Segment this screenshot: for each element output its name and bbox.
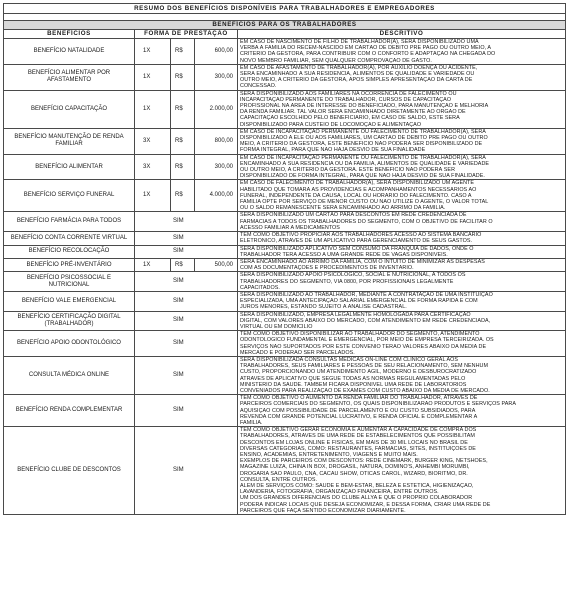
description-line: PARCEIROS COMERCIAIS DO SEGMENTO, OS QUAIS DISPONIBILIZARÃO PRODUTOS E SERVIÇOS PARA [240,401,516,408]
description-line: TRABALHADORES, ATRAVÉS DE UMA REDE DE ESTABELECIMENTOS QUE POSSIBILITAM [240,433,475,440]
description-line: EM CASO DE NASCIMENTO DE FILHO DE TRABALHADOR(A), SERÁ DISPONIBILIZADO UMA [240,39,479,45]
description-line: TEM COMO OBJETIVO PROPICIAR AOS TRABALHADORES ACESSO AO SISTEMA BANCÁRIO [240,232,482,239]
description-line: ELETRÔNICO, ATRAVÉS DE UM APLICATIVO PARA GERENCIAMENTO DE SEUS GASTOS. [240,238,473,245]
description-line: CAPACITADOS. [240,284,280,291]
description-line: DISPONIBILIZADO PARA CUSTEIO DE LOCOMOÇÃO E ALIMENTAÇÃO [240,121,422,128]
description-line: FORMA INTEGRAL, PARA QUE NÃO HAJA DESVIO DE SUA FINALIDADE [240,147,426,154]
benefit-description [238,356,566,394]
description-line: TEM COMO OBJETIVO O AUMENTO DA RENDA FAMILIAR DO TRABALHADOR, ATRAVÉS DE [240,395,478,402]
benefit-frequency: 3X [135,128,171,154]
description-line: DROGARIA SÃO PAULO, CNA, CACAU SHOW, ÓTICAS CAROL, WIZARD, BIORITMO, DR. [240,470,468,477]
description-line: MAGAZINE LUIZA, CHINA IN BOX, DROGASIL, NATURA, DOMINO'S, ANHEMBI MORUMBI, [240,464,470,471]
description-line: ODONTOLÓGICO FUNDAMENTAL E EMERGENCIAL, POR MEIO DE EMPRESA TERCEIRIZADA. OS [240,337,494,344]
description-line: ENCAMINHADO À SUA RESIDÊNCIA OU DA FAMÍLIA, ALIMENTOS DE QUALIDADE E VARIEDADE [240,160,490,167]
description-line: PROFISSIONAL NA ÁREA DE INTERESSE DO BENEFICIADO, PARA MANUTENÇÃO E MELHORIA [240,103,489,110]
description-line: FAMÍLIA OPTE POR SERVIÇO DE MENOR CUSTO OU NÃO UTILIZE O AGENTE, O VALOR TOTAL [240,199,489,206]
benefit-description [238,154,566,180]
description-line: NOVO MEMBRO FAMILIAR, SEM QUALQUER COMPROVAÇÃO DE GASTO. [240,57,432,64]
description-line: AQUISIÇÃO COM POSSIBILIDADE DE PARCELAMENTO E OU CUSTO SUBSIDIADOS, PARA [240,407,476,414]
benefit-description [238,245,566,258]
description-line: COM AS DOCUMENTAÇÕES E PROCEDIMENTOS DE INVENTÁRIO. [240,265,414,272]
description-line: INCAPACITAÇÃO PERMANENTE DO TRABALHADOR, CURSOS DE CAPACITAÇÃO [240,96,452,103]
benefit-availability: SIM [135,272,238,292]
description-line: MEIO, A CRITÉRIO DA GESTORA, ESTE BENEFÍCIO NÃO PODERÁ SER DISPONIBILIZADO DE [240,141,483,148]
benefit-name: BENEFÍCIO ALIMENTAR POR AFASTAMENTO [4,64,135,90]
table-row [4,427,566,515]
description-line: VERBA À FAMÍLIA DO RECÉM-NASCIDO EM CARTÃO DE DÉBITO PRÉ PAGO OU OUTRO MEIO, A [240,45,492,52]
benefit-frequency: 1X [135,180,171,212]
table-row [4,291,566,311]
benefit-frequency: 1X [135,64,171,90]
description-line: OU O SALDO REMANESCENTE SERÁ ENCAMINHADO AO ARRIMO DA FAMÍLIA. [240,205,446,212]
description-line: TEM COMO OBJETIVO DISPONIBILIZAR AO TRABALHADOR DO SEGMENTO, ATENDIMENTO [240,331,480,338]
benefit-frequency: 1X [135,258,171,271]
benefit-name: BENEFÍCIO MANUTENÇÃO DE RENDA FAMILIAR [4,128,135,154]
description-line: PARCEIROS QUE FAÇA SENTIDO ECONOMIZAR DIARIAMENTE. [240,507,406,514]
benefit-description [238,291,566,311]
benefit-description [238,272,566,292]
description-line: REVENDA COM GRANDE POTENCIAL LUCRATIVO, E RENDA OFICIAL E COMPLEMENTAR A [240,413,478,420]
benefit-description [238,212,566,232]
description-line: SERÁ DISPONIBILIZADO AOS FAMILIARES NA OCORRÊNCIA DE FALECIMENTO OU [240,90,457,97]
table-row [4,154,566,180]
benefit-value: 800,00 [195,128,238,154]
description-line: SERÁ DISPONIBILIZADO, EMPRESA LEGALMENTE HOMOLOGADA PARA CERTIFICAÇÃO [240,311,471,318]
column-header-beneficios: BENEFÍCIOS [4,30,135,39]
table-row [4,90,566,128]
table-row [4,128,566,154]
description-line: TRABALHADORES DO SEGMENTO, VIA 0800, POR PROFISSIONAIS LEGALMENTE [240,278,454,285]
table-row [4,39,566,65]
benefit-name: BENEFÍCIO RENDA COMPLEMENTAR [4,395,135,427]
description-line: DISPONIBILIZADO A ELE OU AOS FAMILIARES, UM CARTÃO DE DÉBITO PRÉ PAGO OU OUTRO [240,135,488,142]
description-line: EM CASO DE FALECIMENTO DE TRABALHADOR(A), SERÁ DISPONIBILIZADO UM AGENTE [240,180,475,187]
benefit-name: BENEFÍCIO CONTA CORRENTE VIRTUAL [4,232,135,245]
description-line: CONCESSÃO. [240,83,277,90]
table-row [4,232,566,245]
benefit-availability: SIM [135,232,238,245]
benefit-description [238,331,566,357]
benefit-currency: R$ [171,180,195,212]
benefit-name: BENEFÍCIO PSICOSSOCIAL E NUTRICIONAL [4,272,135,292]
benefit-value: 600,00 [195,39,238,65]
benefit-description [238,128,566,154]
table-row [4,311,566,331]
table-row [4,64,566,90]
benefit-name: BENEFÍCIO SERVIÇO FUNERAL [4,180,135,212]
benefit-currency: R$ [171,64,195,90]
benefit-availability: SIM [135,331,238,357]
description-line: CRITÉRIO DA GESTORA, PARA CONTRIBUIR COM O CONFORTO E ADAPTAÇÃO NA CHEGADA DO [240,51,496,58]
description-line: MINISTÉRIO DA SAÚDE. TAMBÉM FICARÁ DISPONÍVEL UMA REDE DE LABORATÓRIOS [240,381,467,388]
benefit-availability: SIM [135,356,238,394]
benefit-currency: R$ [171,154,195,180]
benefit-availability: SIM [135,291,238,311]
description-line: DA RENDA FAMILIAR. TAL VALOR SERÁ ENCAMINHADO DIRETAMENTE AO ÓRGÃO DE [240,109,466,116]
benefit-name: BENEFÍCIO VALE EMERGENCIAL [4,291,135,311]
description-line: TRABALHADORES, SEUS FAMILIARES E PESSOAS DE SEU RELACIONAMENTO, SEM NENHUM [240,363,489,370]
benefit-value: 2.000,00 [195,90,238,128]
benefit-name: BENEFÍCIO APOIO ODONTOLÓGICO [4,331,135,357]
description-line: LAVANDERIA, FOTOGRAFIA, ORGANIZAÇÃO FINANCEIRA, ENTRE OUTROS. [240,489,439,496]
benefit-description [238,180,566,212]
benefit-name: BENEFÍCIO ALIMENTAR [4,154,135,180]
benefits-document [3,3,565,515]
table-row [4,212,566,232]
description-line: EM CASO DE INCAPACITAÇÃO PERMANENTE OU FALECIMENTO DE TRABALHADOR(A), SERÁ [240,128,486,135]
spacer-row [4,14,566,21]
description-line: TEM COMO OBJETIVO GERAR ECONOMIA E AUMENTAR A CAPACIDADE DE COMPRA DOS [240,427,477,434]
benefit-value: 500,00 [195,258,238,271]
section-title: BENEFÍCIOS PARA OS TRABALHADORES [4,21,566,30]
column-header-forma-prestacao: FORMA DE PRESTAÇÃO [135,30,238,39]
description-line: SERÁ DISPONIBILIZADO UM CARTÃO PARA DESCONTOS EM REDE CREDENCIADA DE [240,212,467,219]
description-line: DESCONTOS EM LOJAS ONLINE E FÍSICAS, EM MAIS DE 30 MIL LOCAIS NO BRASIL DE [240,439,468,446]
description-line: ACESSO FAMILIAR A MEDICAMENTOS [240,224,340,231]
description-line: SERÁ ENCAMINHADO À SUA RESIDÊNCIA, ALIMENTOS DE QUALIDADE E VARIEDADE OU [240,71,475,78]
benefit-name: BENEFÍCIO CLUBE DE DESCONTOS [4,427,135,515]
description-line: OUTRO MEIO, A CRITÉRIO DA GESTORA, APÓS SIMPLES APRESENTAÇÃO DA CARTA DE [240,77,473,84]
description-line: DIGITAL, COM VALORES ABAIXO DO MERCADO, COM ATENDIMENTO EM REDE CREDENCIADA, [240,317,491,324]
benefit-availability: SIM [135,311,238,331]
benefit-frequency: 1X [135,39,171,65]
description-line: ALÉM DE SERVIÇOS COMO: SAÚDE E BEM-ESTAR, BELEZA E ESTÉTICA, HIGIENIZAÇÃO, [240,483,474,490]
description-line: ENSINO, ACADEMIAS, ENTRETENIMENTO, VIAGENS E MUITO MAIS. [240,452,418,458]
description-line: SERVIÇOS NÃO SUPORTADOS POR ESTE CONVÊNIO TERÃO VALORES ABAIXO DA MÉDIA DE [240,343,487,350]
benefit-description [238,232,566,245]
column-header-descritivo: DESCRITIVO [238,30,566,39]
description-line: DIVERSAS CATEGORIAS, COMO: RESTAURANTES, FARMÁCIAS, SITES, INSTITUIÇÕES DE [240,445,476,452]
description-line: EXEMPLOS DE PARCEIROS COM DESCONTOS: REDE CINEMARK, BURGER KING, NETSHOES, [240,458,488,465]
description-line: MERCADO E PODERÃO SER PARCELADOS. [240,349,355,356]
benefit-value: 300,00 [195,154,238,180]
description-line: EM CASO DE INCAPACITAÇÃO PERMANENTE OU FALECIMENTO DE TRABALHADOR(A), SERÁ [240,154,486,161]
benefit-currency: R$ [171,90,195,128]
description-line: DISPONIBILIZADO DE FORMA INTEGRAL, PARA QUE NÃO HAJA DESVIO DE SUA FINALIDADE. [240,173,485,180]
description-line: TRABALHADOR TERÁ ACESSO A UMA GRANDE REDE DE VAGAS DISPONÍVEIS. [240,251,448,258]
benefit-availability: SIM [135,427,238,515]
description-line: JUROS MENORES, ESTANDO SUJEITO À ANÁLISE CADASTRAL. [240,304,407,311]
description-line: FARMÁCIAS A TODOS OS TRABALHADORES DO SEGMENTO, COM O OBJETIVO DE FACILITAR O [240,218,493,225]
description-line: CONVENIADOS PARA REALIZAÇÃO DE EXAMES COM CUSTO ABAIXO DA MÉDIA DE MERCADO. [240,387,490,394]
benefit-description [238,64,566,90]
description-line: CUSTO, PROPORCIONANDO UM ATENDIMENTO ÁGIL, MODERNO E DESBUROCRATIZADO [240,369,477,376]
description-line: EM CASO DE AFASTAMENTO DE TRABALHADOR(A), POR AUXÍLIO DOENÇA OU ACIDENTE, [240,64,478,71]
benefit-frequency: 3X [135,154,171,180]
benefit-currency: R$ [171,128,195,154]
benefit-frequency: 1X [135,90,171,128]
description-line: SERÁ ENCAMINHADO AO ARRIMO DA FAMÍLIA, COM O INTUITO DE MINIMIZAR AS DESPESAS [240,258,485,265]
description-line: OU OUTRO MEIO, A CRITÉRIO DA GESTORA. ESTE BENEFÍCIO NÃO PODERÁ SER [240,167,456,174]
benefit-value: 4.000,00 [195,180,238,212]
table-row [4,272,566,292]
description-line: VIRTUAL OU EM DOMICÍLIO [240,323,313,330]
benefit-name: BENEFÍCIO FARMÁCIA PARA TODOS [4,212,135,232]
description-line: ESPECIALIZADA, UMA ANTECIPAÇÃO SALARIAL EMERGENCIAL DE FORMA RÁPIDA E COM [240,298,478,305]
benefit-name: BENEFÍCIO NATALIDADE [4,39,135,65]
benefit-description [238,258,566,271]
table-row [4,331,566,357]
benefit-availability: SIM [135,245,238,258]
benefit-description [238,427,566,515]
benefits-table [3,3,566,515]
description-line: FUNERAL, INDEPENDENTE DA CAUSA, LOCAL OU HORÁRIO DO FALECIMENTO. CASO A [240,192,472,199]
description-line: SERÁ DISPONIBILIZADA CONSULTAS MÉDICAS ON-LINE COM CLÍNICO GERAL AOS [240,356,459,363]
table-row [4,180,566,212]
table-row [4,395,566,427]
description-line: CONSULTA, ENTRE OUTROS. [240,476,318,483]
benefit-name: BENEFÍCIO RECOLOCAÇÃO [4,245,135,258]
table-row [4,356,566,394]
benefit-currency: R$ [171,258,195,271]
document-title: RESUMO DOS BENEFÍCIOS DISPONÍVEIS PARA TRABALHADORES E EMPREGADORES [4,4,566,14]
benefit-description [238,90,566,128]
benefit-availability: SIM [135,212,238,232]
description-line: HABILITADO QUE TOMARÁ AS PROVIDÊNCIAS E ACOMPANHAMENTOS NECESSÁRIOS AO [240,186,477,193]
benefit-name: BENEFÍCIO CERTIFICAÇÃO DIGITAL (TRABALHADOR) [4,311,135,331]
benefit-description [238,311,566,331]
description-line: CAPACITAÇÃO ESCOLHIDO PELO BENEFICIÁRIO, EM CASO DE SALDO, ESTE SERÁ [240,115,460,122]
description-line: PODERÁ INDICAR LOCAIS QUE DESEJA ECONOMIZAR, E DESSA FORMA, CRIAR UMA REDE DE [240,501,491,508]
description-line: SERÁ DISPONIBILIZADO APOIO PSICOLÓGICO, SOCIAL E NUTRICIONAL, A TODOS OS [240,272,466,279]
benefit-name: BENEFÍCIO CAPACITAÇÃO [4,90,135,128]
description-line: UM DOS GRANDES DIFERENCIAIS DO CLUBE ALLYA É QUE O PRÓPRIO COLABORADOR [240,495,473,502]
benefit-value: 300,00 [195,64,238,90]
benefit-availability: SIM [135,395,238,427]
benefit-name: CONSULTA MÉDICA ONLINE [4,356,135,394]
benefit-description [238,395,566,427]
table-row [4,245,566,258]
table-row [4,258,566,271]
description-line: ATRAVÉS DE APLICATIVO QUE SEGUE TODAS AS NORMAS REGULAMENTADAS PELO [240,375,466,382]
description-line: SERÁ DISPONIBILIZADO AO TRABALHADOR, MEDIANTE A CONTRATAÇÃO DE UMA INSTITUIÇÃO [240,291,493,298]
description-line: SERÁ DISPONIBILIZADO APLICATIVO SEM CONSUMO DA FRANQUIA DE DADOS, ONDE O [240,245,474,252]
description-line: FAMÍLIA. [240,419,263,426]
benefit-description [238,39,566,65]
benefit-name: BENEFÍCIO PRÉ-INVENTÁRIO [4,258,135,271]
benefit-currency: R$ [171,39,195,65]
